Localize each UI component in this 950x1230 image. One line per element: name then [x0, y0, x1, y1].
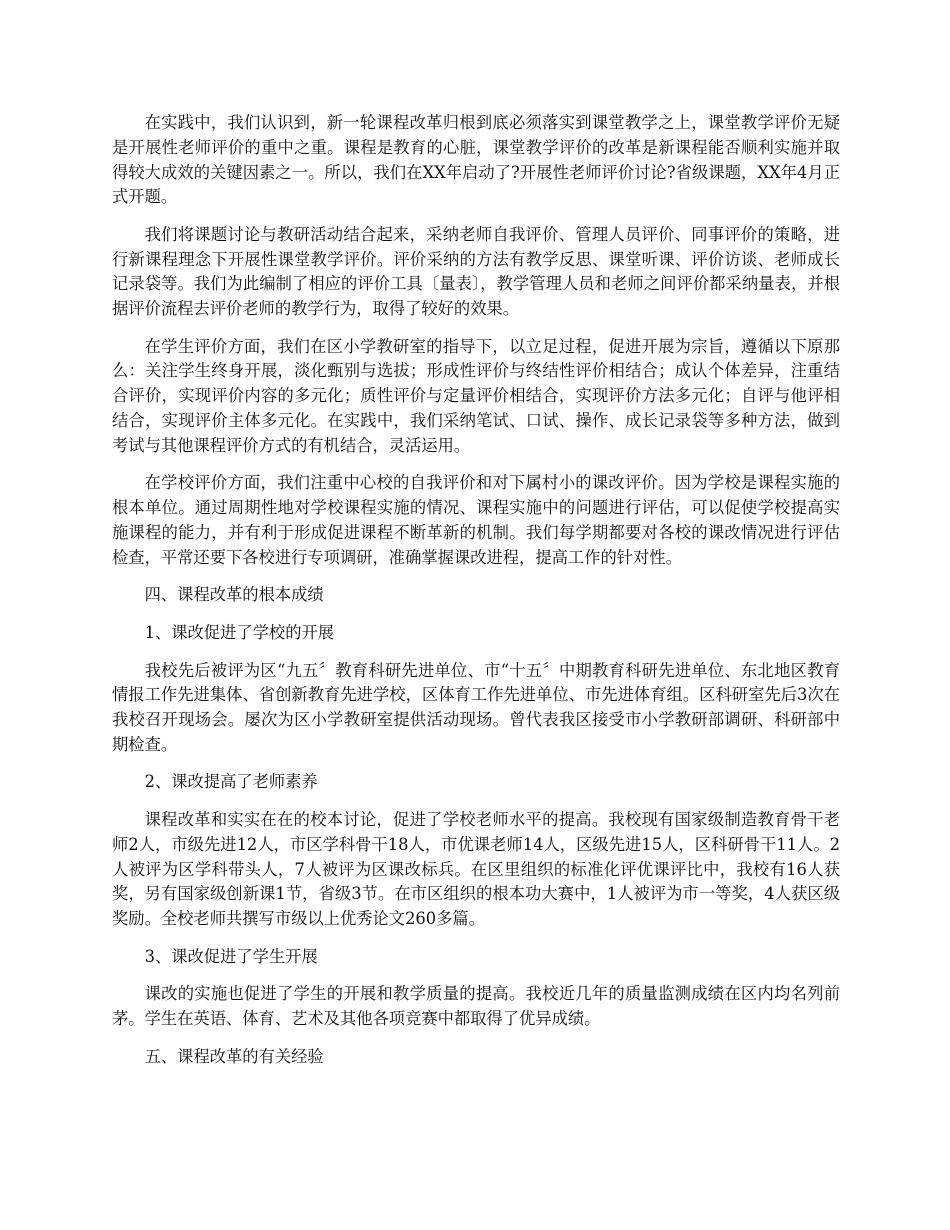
subheading-student-development: 3、课改促进了学生开展	[144, 946, 318, 966]
paragraph-school-honors: 我校先后被评为区“九五〞教育科研先进单位、市“十五〞中期教育科研先进单位、东北地区教育情报工作先进集体、省创新教育先进学校，区体育工作先进单位、市先进体育组。区科研室先后3次在我校召开现场会。屡次为区小学教研室提供活动现场。曾代表我区接受市小学教研部调研、科研部中期检查。	[112, 660, 840, 754]
subheading-teacher-quality: 2、课改提高了老师素养	[144, 772, 318, 792]
section-heading-achievements: 四、课程改革的根本成绩	[144, 584, 324, 604]
paragraph-student-achievements: 课改的实施也促进了学生的开展和教学质量的提高。我校近几年的质量监测成绩在区内均名列前茅。学生在英语、体育、艺术及其他各项竞赛中都取得了优异成绩。	[112, 984, 840, 1029]
paragraph-student-evaluation: 在学生评价方面，我们在区小学教研室的指导下，以立足过程，促进开展为宗旨，遵循以下原那么：关注学生终身开展，淡化甄别与选拔；形成性评价与终结性评价相结合；成认个体差异，注重结合评价，实现评价内容的多元化；质性评价与定量评价相结合，实现评价方法多元化；自评与他评相结合，实现评价主体多元化。在实践中，我们采纳笔试、口试、操作、成长记录袋等多种方法，做到考试与其他课程评价方式的有机结合，灵活运用。	[112, 336, 840, 455]
document-body	[112, 111, 840, 1082]
paragraph-school-evaluation: 在学校评价方面，我们注重中心校的自我评价和对下属村小的课改评价。因为学校是课程实施的根本单位。通过周期性地对学校课程实施的情况、课程实施中的问题进行评估，可以促使学校提高实施课程的能力，并有利于形成促进课程不断革新的机制。我们每学期都要对各校的课改情况进行评估检查，平常还要下各校进行专项调研，准确掌握课改进程，提高工作的针对性。	[112, 473, 840, 567]
paragraph-classroom-evaluation: 在实践中，我们认识到，新一轮课程改革归根到底必须落实到课堂教学之上，课堂教学评价无疑是开展性老师评价的重中之重。课程是教育的心脏，课堂教学评价的改革是新课程能否顺利实施并取得较大成效的关键因素之一。所以，我们在XX年启动了?开展性老师评价讨论?省级课题，XX年4月正式开题。	[112, 113, 840, 207]
paragraph-research-methods: 我们将课题讨论与教研活动结合起来，采纳老师自我评价、管理人员评价、同事评价的策略，进行新课程理念下开展性课堂教学评价。评价采纳的方法有教学反思、课堂听课、评价访谈、老师成长记录袋等。我们为此编制了相应的评价工具〔量表〕，教学管理人员和老师之间评价都采纳量表，并根据评价流程去评价老师的教学行为，取得了较好的效果。	[112, 224, 840, 319]
section-heading-experience: 五、课程改革的有关经验	[144, 1046, 324, 1066]
subheading-school-development: 1、课改促进了学校的开展	[144, 622, 335, 642]
paragraph-teacher-achievements: 课程改革和实实在在的校本讨论，促进了学校老师水平的提高。我校现有国家级制造教育骨干老师2人，市级先进12人，市区学科骨干18人，市优课老师14人，区级先进15人，区科研骨干11人。2人被评为区学科带头人，7人被评为区课改标兵。在区里组织的标准化评优课评比中，我校有16人获奖，另有国家级创新课1节，省级3节。在市区组织的根本功大赛中，1人被评为市一等奖，4人获区级奖励。全校老师共撰写市级以上优秀论文260多篇。	[112, 810, 840, 929]
